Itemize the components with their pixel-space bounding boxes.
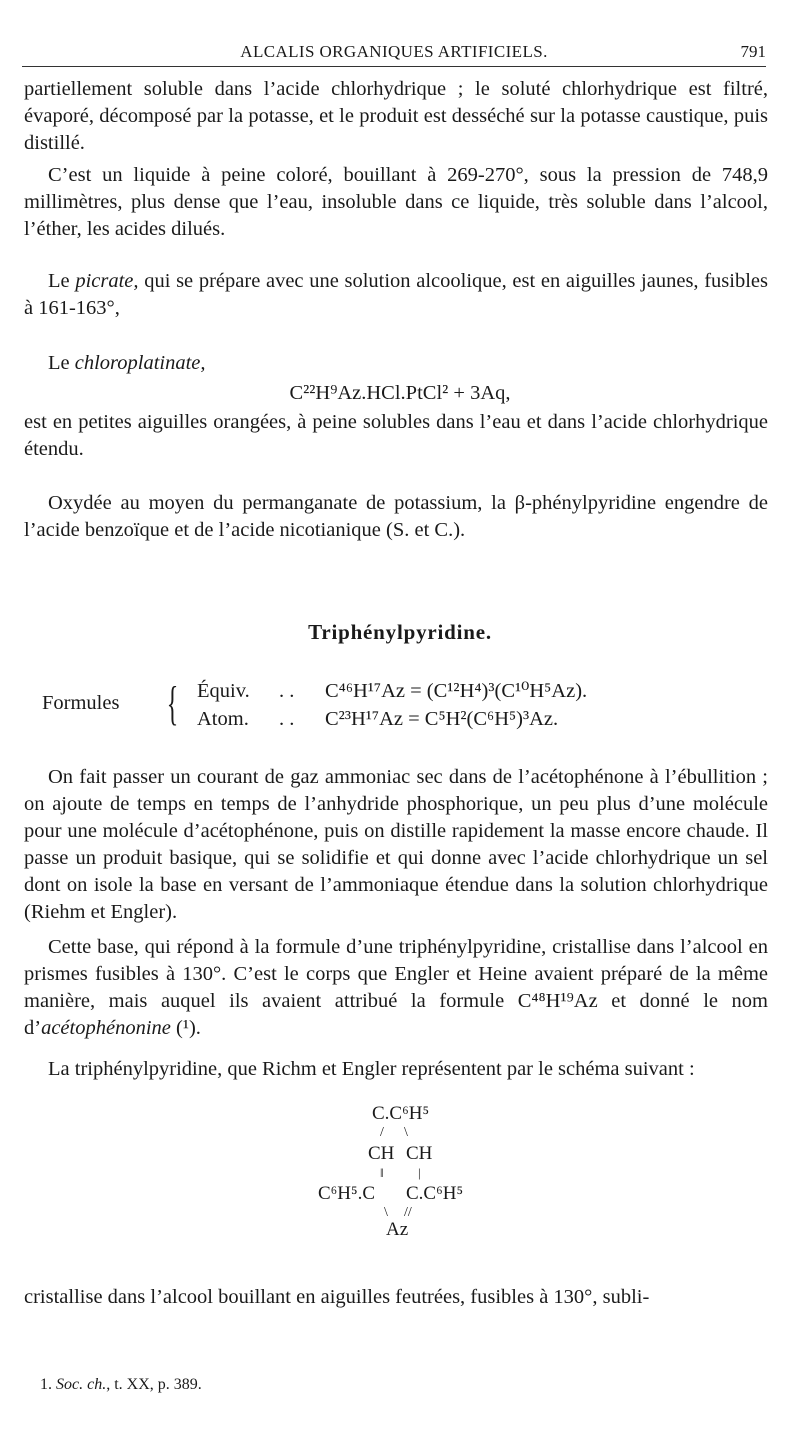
footnote-number: 1.	[40, 1376, 52, 1393]
paragraph-needles: est en petites aiguilles orangées, à peine solubles dans l’eau et dans l’acide chlorhydrique étendu.	[24, 411, 768, 460]
scheme-top: C.C⁶H⁵	[372, 1103, 430, 1124]
word-le-2: Le	[48, 352, 70, 374]
term-acetophenonine: acétophénonine	[41, 1017, 171, 1039]
scheme-low-right: C.C⁶H⁵	[406, 1183, 464, 1204]
paragraph-base	[24, 934, 768, 1042]
scheme-bond-right: \	[404, 1125, 408, 1140]
paragraph-properties: C’est un liquide à peine coloré, bouillant à 269-270°, sous la pression de 748,9 millimètres, plus dense que l’eau, insoluble dans ce liquide, très soluble dans l’alcool, l’éther, les acides dilués.	[24, 164, 768, 240]
formula-key: Atom.	[197, 708, 249, 730]
formula-row-equiv	[197, 678, 587, 703]
running-header	[22, 40, 766, 67]
picrate-text: qui se prépare avec une solution alcoolique, est en aiguilles jaunes, fusibles à 161-163°,	[24, 270, 769, 319]
formulas-block	[42, 676, 762, 738]
base-text: Cette base, qui répond à la formule d’une triphénylpyridine, cristallise dans l’alcool en prismes fusibles à 130°. C’est le corps que Engler et Heine avaient préparé de la même manière, mais auquel ils avaient attribué la formule C⁴⁸H¹⁹Az et donné le nom d’	[24, 936, 768, 1039]
formula-row-atom	[197, 708, 558, 731]
formula-value: C⁴⁶H¹⁷Az = (C¹²H⁴)³(C¹⁰H⁵Az).	[325, 680, 588, 702]
footnote-rest: , t. XX, p. 389.	[106, 1376, 202, 1393]
formula-key: Équiv.	[197, 680, 250, 702]
section-title: Triphénylpyridine.	[308, 620, 492, 644]
formula-dots: . .	[279, 680, 295, 702]
paragraph-scheme-intro: La triphénylpyridine, que Richm et Engler représentent par le schéma suivant :	[48, 1058, 695, 1080]
paragraph-picrate	[24, 268, 768, 322]
footnote	[40, 1376, 202, 1394]
term-chloroplatinate: chloroplatinate,	[74, 352, 206, 374]
running-title: ALCALIS ORGANIQUES ARTIFICIELS.	[240, 42, 548, 61]
paragraph-chloroplatinate	[24, 350, 768, 377]
structural-scheme	[300, 1103, 500, 1240]
scheme-bottom-bond-right: //	[404, 1205, 412, 1220]
paragraph-preparation: On fait passer un courant de gaz ammoniac sec dans de l’acétophénone à l’ébullition ; on ajoute de temps en temps de l’anhydride phosphorique, un peu plus d’une molécule pour une molécule d’acétophénone, puis on distille rapidement la masse encore chaude. Il passe un produit basique, qui se solidifie et qui donne avec l’acide chlorhydrique un sel dont on isole la base en versant de l’ammoniaque étendue dans la solution chlorhydrique (Riehm et Engler).	[24, 766, 768, 923]
scheme-mid-left: CH	[368, 1143, 395, 1164]
footnote-source: Soc. ch.	[56, 1376, 107, 1393]
paragraph-continuation: partiellement soluble dans l’acide chlorhydrique ; le soluté chlorhydrique est filtré, évaporé, décomposé par la potasse, et le produit est desséché sur la potasse caustique, puis distillé.	[24, 78, 768, 154]
formula-dots: . .	[279, 708, 295, 730]
page-number: 791	[740, 42, 766, 61]
brace-glyph: {	[166, 677, 179, 730]
paragraph-oxidation: Oxydée au moyen du permanganate de potassium, la β-phénylpyridine engendre de l’acide benzoïque et de l’acide nicotianique (S. et C.).	[24, 492, 768, 541]
word-le: Le	[48, 270, 70, 292]
scheme-low-left: C⁶H⁵.C	[318, 1183, 376, 1204]
scheme-bond-left: /	[380, 1125, 384, 1140]
term-picrate: picrate,	[75, 270, 139, 292]
formula-chloroplatinate: C²²H⁹Az.HCl.PtCl² + 3Aq,	[289, 382, 511, 404]
paragraph-final: cristallise dans l’alcool bouillant en aiguilles feutrées, fusibles à 130°, subli-	[24, 1286, 650, 1308]
scheme-bottom-bond-left: \	[384, 1205, 388, 1220]
scheme-double-bond: ‖	[380, 1165, 384, 1180]
scheme-mid-right: CH	[406, 1143, 433, 1164]
scheme-bottom: Az	[386, 1219, 409, 1240]
footnote-ref: (¹).	[176, 1017, 201, 1039]
formula-value: C²³H¹⁷Az = C⁵H²(C⁶H⁵)³Az.	[325, 708, 559, 730]
scheme-single-bond: |	[418, 1165, 421, 1180]
formulas-label: Formules	[42, 692, 120, 714]
